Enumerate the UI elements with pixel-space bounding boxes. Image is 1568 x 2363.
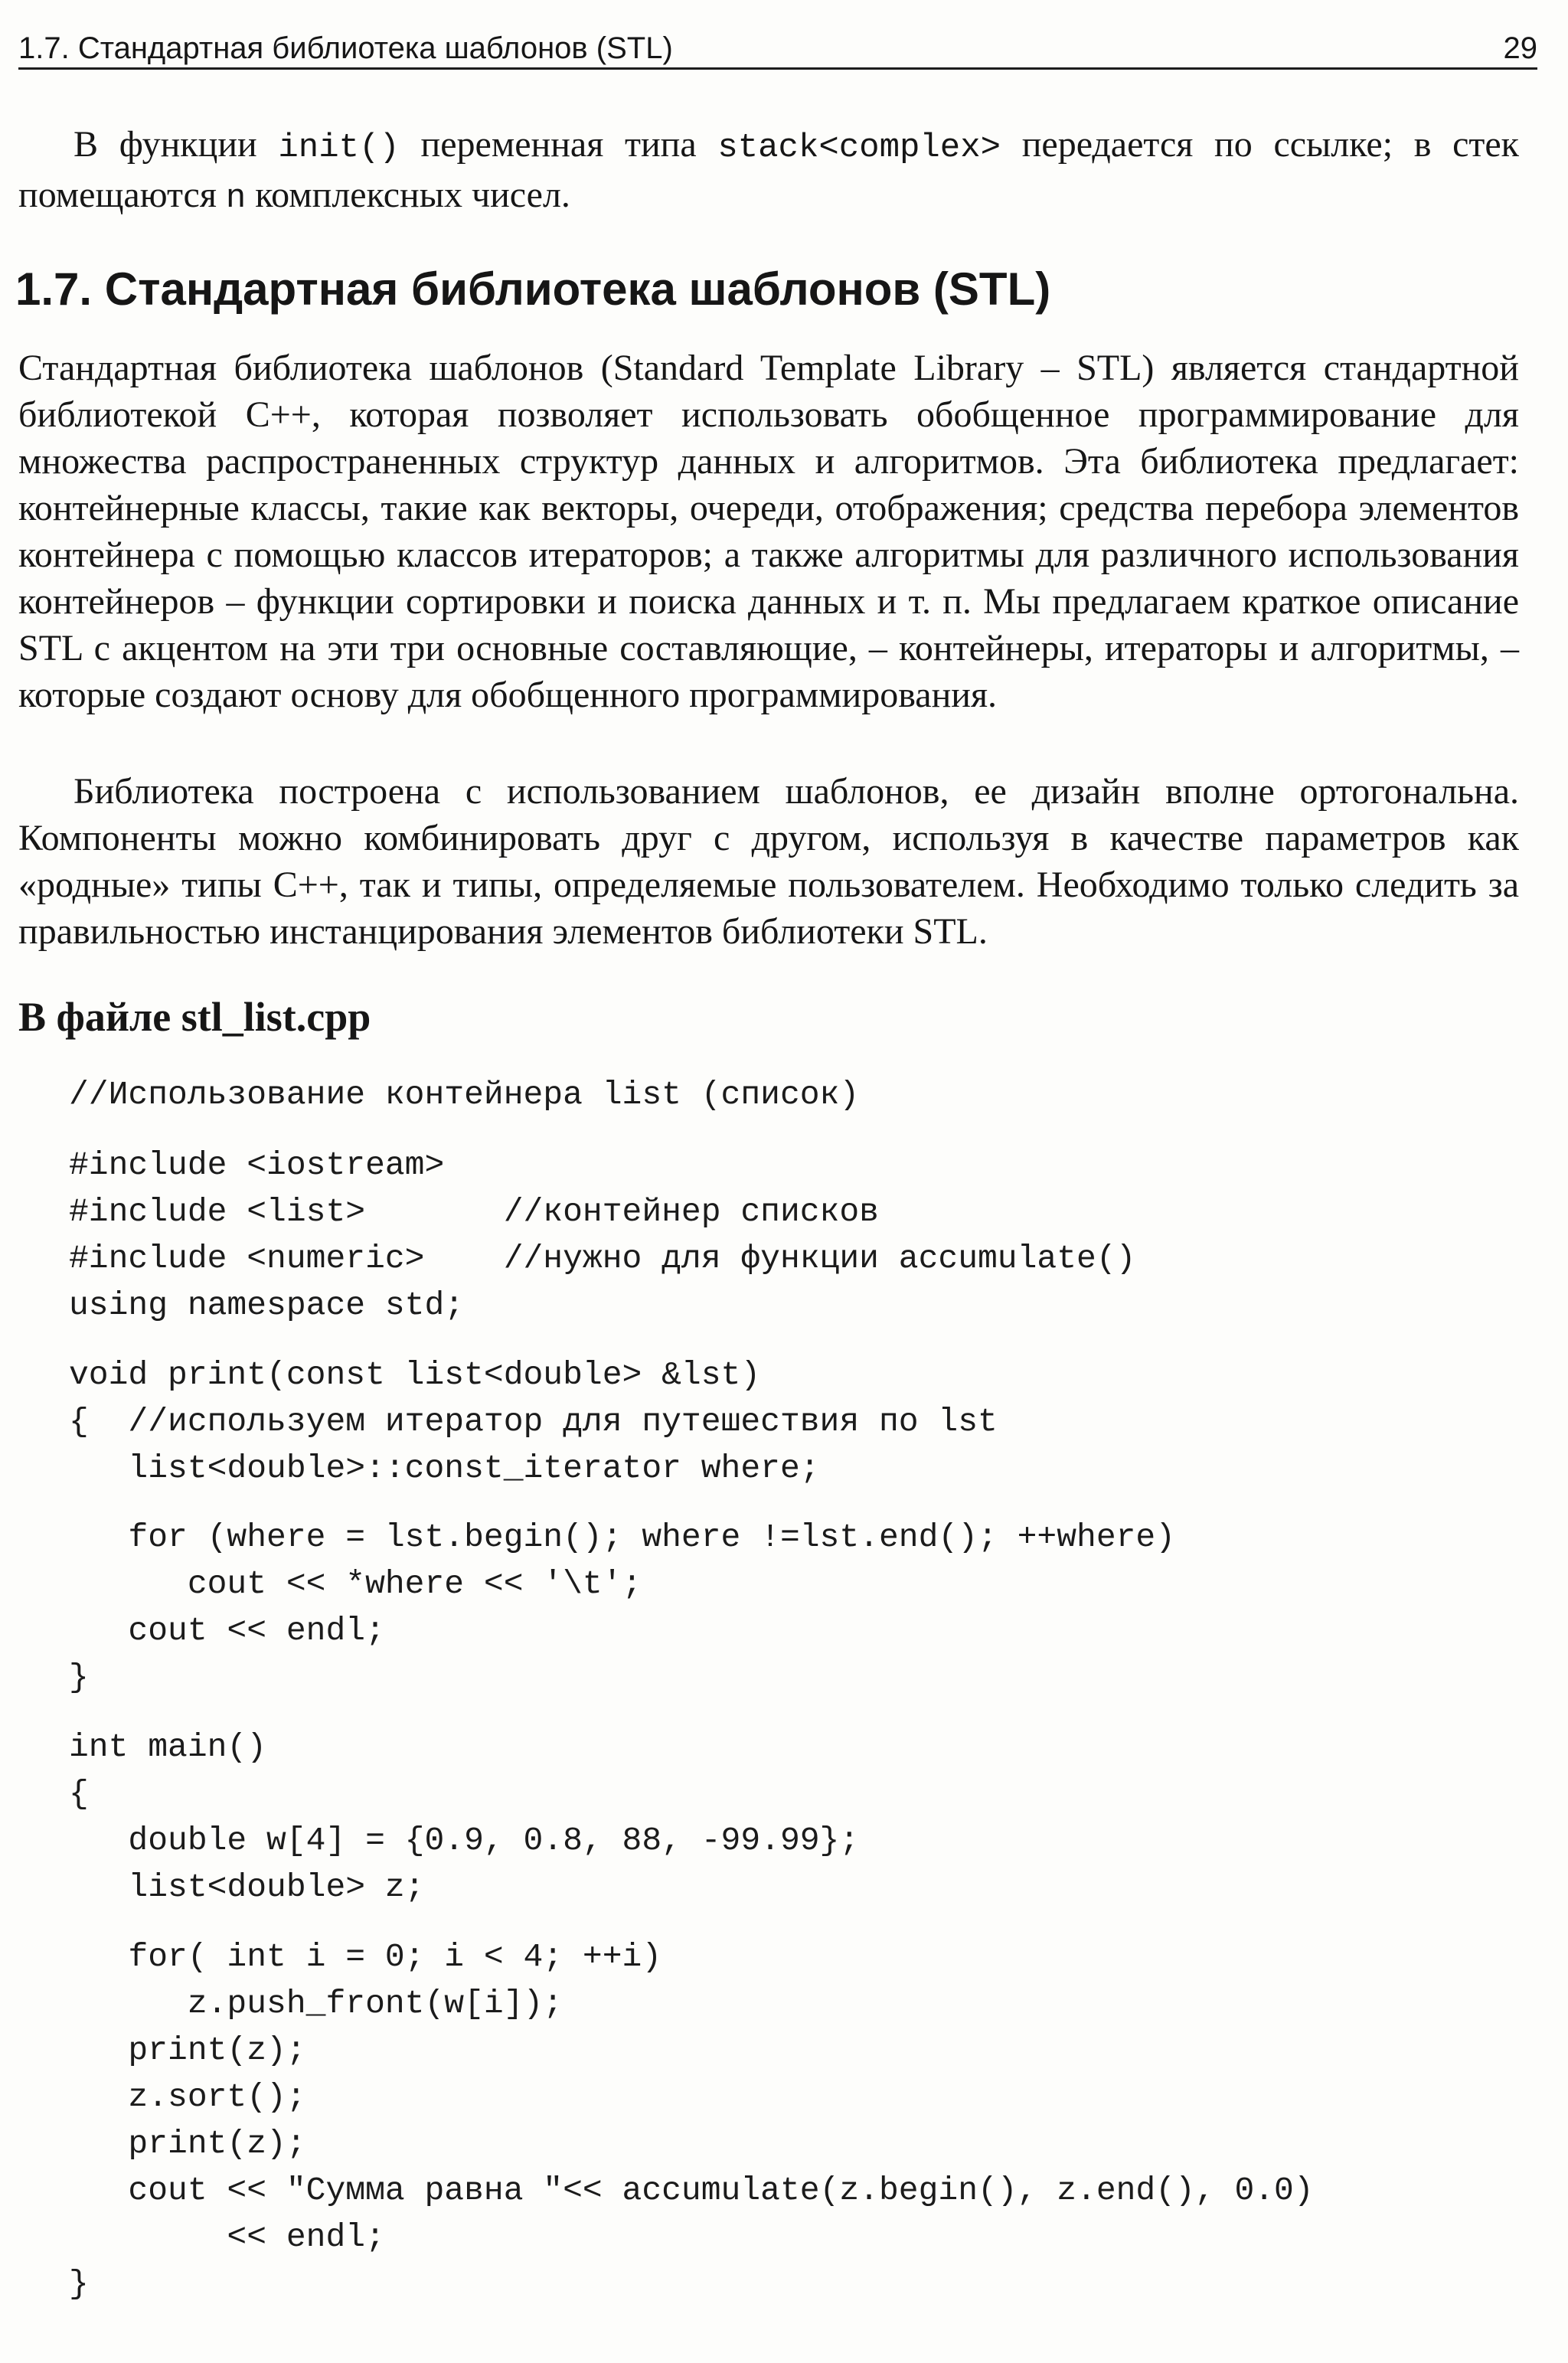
code-line: for( int i = 0; i < 4; ++i) [69, 1938, 662, 1976]
file-heading: В файле stl_list.cpp [18, 994, 371, 1040]
inline-code-init: init() [278, 129, 400, 167]
code-line: cout << "Сумма равна "<< accumulate(z.begin(), z.end(), 0.0) [69, 2172, 1314, 2209]
code-line: list<double>::const_iterator where; [69, 1450, 820, 1487]
code-line: } [69, 1659, 89, 1696]
code-line: #include <list> //контейнер списков [69, 1193, 879, 1231]
code-line: list<double> z; [69, 1868, 425, 1906]
body-paragraph: Стандартная библиотека шаблонов (Standard Template Library – STL) является стандартной библиотекой C++, которая позволяет использовать обобщенное программирование для множества распространенных структур данных и алгоритмов. Эта библиотека предлагает: контейнерные классы, такие как векторы, очереди, отображения; средства перебора элементов контейнера с помощью классов итераторов; а также алгоритмы для различного использования контейнеров – функции сортировки и поиска данных и т. п. Мы предлагаем краткое описание STL с акцентом на эти три основные составляющие, – контейнеры, итераторы и алгоритмы, – которые создают основу для обобщенного программирования. [18, 348, 1519, 715]
code-line: #include <numeric> //нужно для функции accumulate() [69, 1240, 1136, 1277]
code-line: { [69, 1775, 89, 1812]
code-line: cout << endl; [69, 1612, 385, 1649]
code-line: cout << *where << '\t'; [69, 1565, 642, 1603]
section-title: 1.7. Стандартная библиотека шаблонов (STL) [15, 263, 1051, 315]
running-header [18, 29, 1537, 70]
code-line: } [69, 2265, 89, 2303]
running-title: 1.7. Стандартная библиотека шаблонов (STL) [18, 31, 673, 65]
code-line: z.push_front(w[i]); [69, 1985, 564, 2022]
intro-paragraph: В функции init() переменная типа stack<complex> передается по ссылке; в стек помещаются n комплексных чисел. [18, 124, 1519, 217]
code-line: int main() [69, 1728, 267, 1766]
code-line: { //используем итератор для путешествия по lst [69, 1403, 998, 1440]
body-paragraph: Библиотека построена с использованием шаблонов, ее дизайн вполне ортогональна. Компоненты можно комбинировать друг с другом, используя в качестве параметров как «родные» типы C++, так и типы, определяемые пользователем. Необходимо только следить за правильностью инстанцирования элементов библиотеки STL. [18, 771, 1519, 952]
page-number: 29 [1503, 31, 1537, 65]
code-line: double w[4] = {0.9, 0.8, 88, -99.99}; [69, 1822, 860, 1859]
code-line: //Использование контейнера list (список) [69, 1076, 860, 1113]
code-line: #include <iostream> [69, 1146, 445, 1184]
inline-code-stack-complex: stack<complex> [717, 129, 1001, 167]
code-line: print(z); [69, 2125, 306, 2162]
code-line: z.sort(); [69, 2078, 306, 2116]
code-line: void print(const list<double> &lst) [69, 1356, 761, 1394]
code-line: using namespace std; [69, 1286, 465, 1324]
inline-code-n: n [225, 179, 247, 217]
code-line: for (where = lst.begin(); where !=lst.end(); ++where) [69, 1518, 1176, 1556]
code-line: << endl; [69, 2218, 385, 2256]
code-line: print(z); [69, 2031, 306, 2069]
